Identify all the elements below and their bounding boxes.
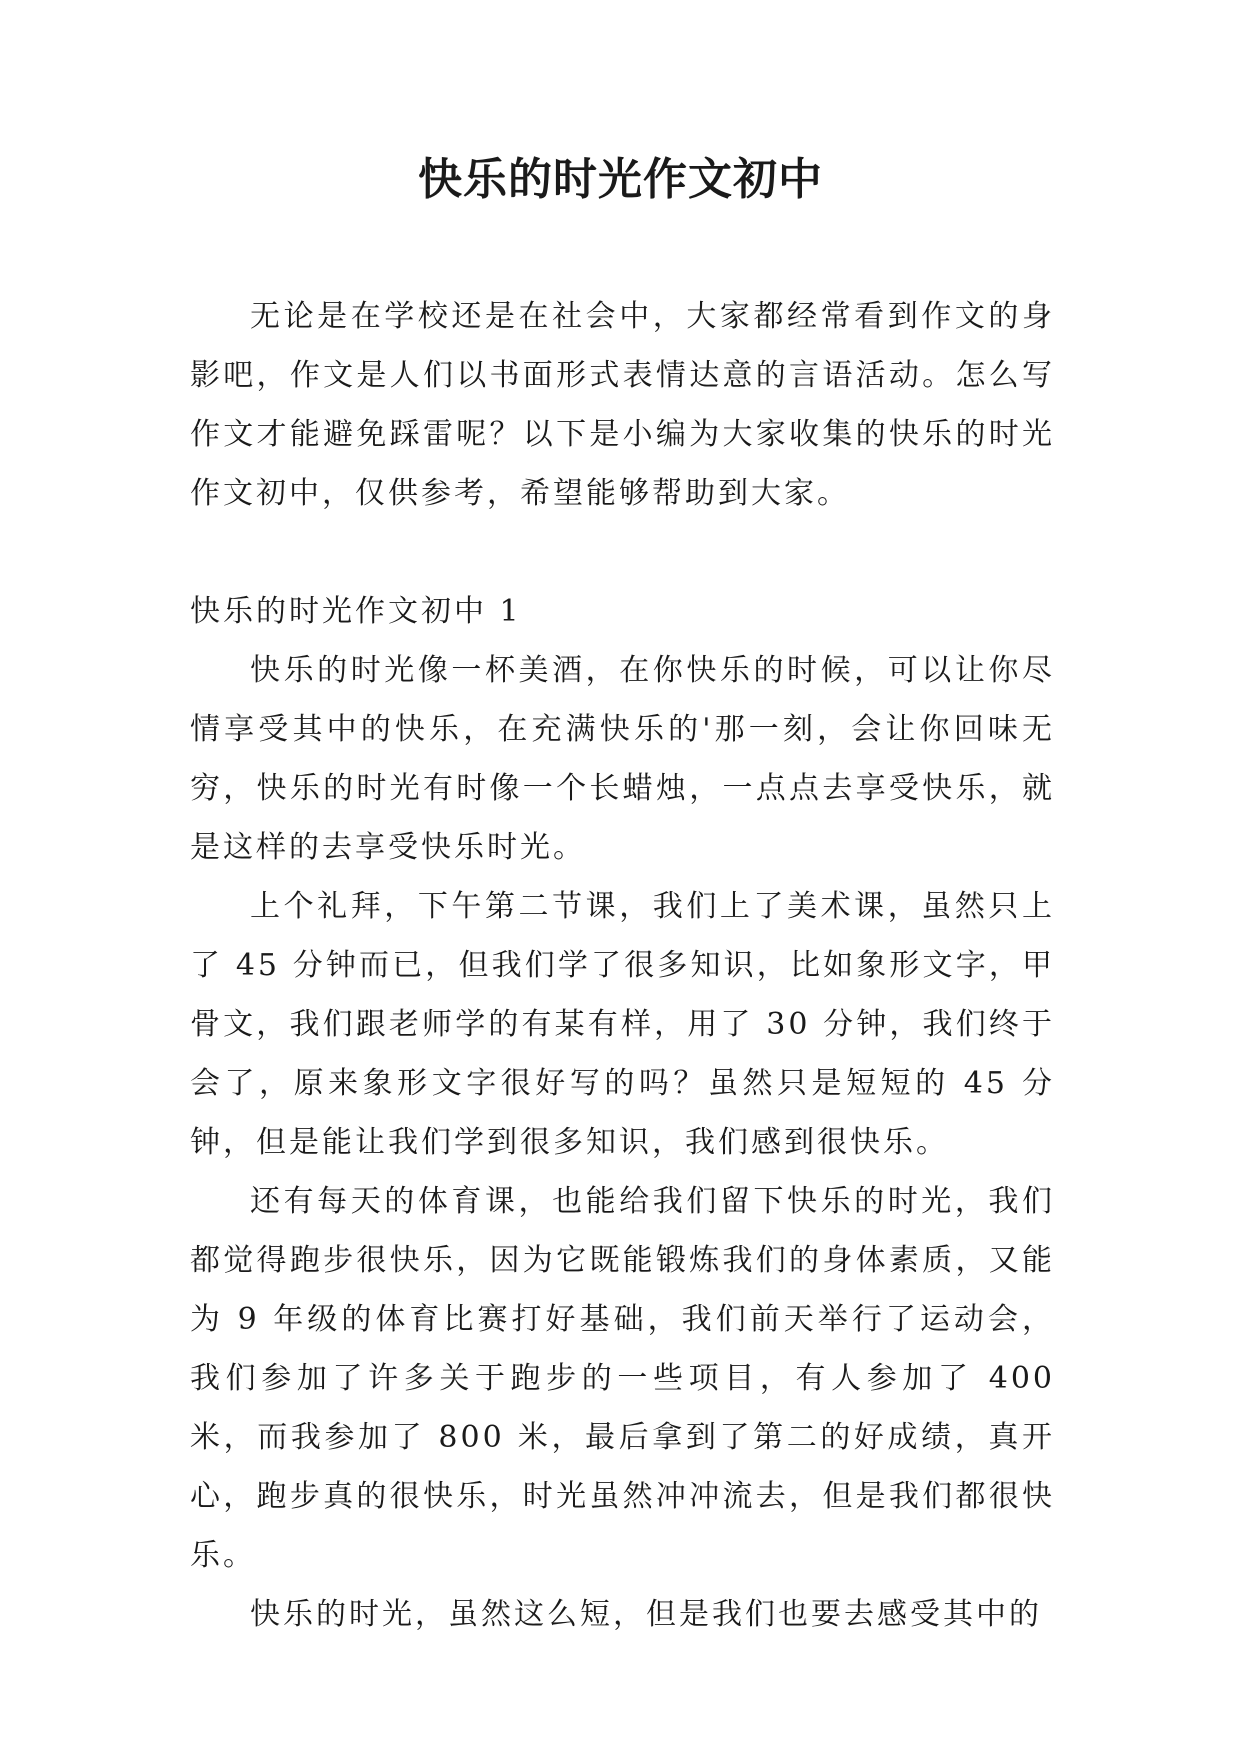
body-paragraph-3: 还有每天的体育课，也能给我们留下快乐的时光，我们都觉得跑步很快乐，因为它既能锻炼我们的身体素质，又能为 9 年级的体育比赛打好基础，我们前天举行了运动会，我们参加了许多关于跑步的一些项目，有人参加了 400 米，而我参加了 800 米，最后拿到了第二的好成绩，真开心，跑步真的很快乐，时光虽然冲冲流去，但是我们都很快乐。 <box>190 1184 1055 1573</box>
body-paragraph-1: 快乐的时光像一杯美酒，在你快乐的时候，可以让你尽情享受其中的快乐，在充满快乐的'那一刻，会让你回味无穷，快乐的时光有时像一个长蜡烛，一点点去享受快乐，就是这样的去享受快乐时光。 <box>190 653 1055 865</box>
document-title: 快乐的时光作文初中 <box>418 154 823 205</box>
intro-paragraph: 无论是在学校还是在社会中，大家都经常看到作文的身影吧，作文是人们以书面形式表情达意的言语活动。怎么写作文才能避免踩雷呢？以下是小编为大家收集的快乐的时光作文初中，仅供参考，希望能够帮助到大家。 <box>190 299 1055 511</box>
section-heading: 快乐的时光作文初中 1 <box>190 594 522 629</box>
document-body <box>190 287 1055 1644</box>
body-paragraph-4: 快乐的时光，虽然这么短，但是我们也要去感受其中的 <box>250 1597 1042 1632</box>
body-paragraph-2: 上个礼拜，下午第二节课，我们上了美术课，虽然只上了 45 分钟而已，但我们学了很多知识，比如象形文字，甲骨文，我们跟老师学的有某有样，用了 30 分钟，我们终于会了，原来象形文字很好写的吗？虽然只是短短的 45 分钟，但是能让我们学到很多知识，我们感到很快乐。 <box>190 889 1055 1160</box>
